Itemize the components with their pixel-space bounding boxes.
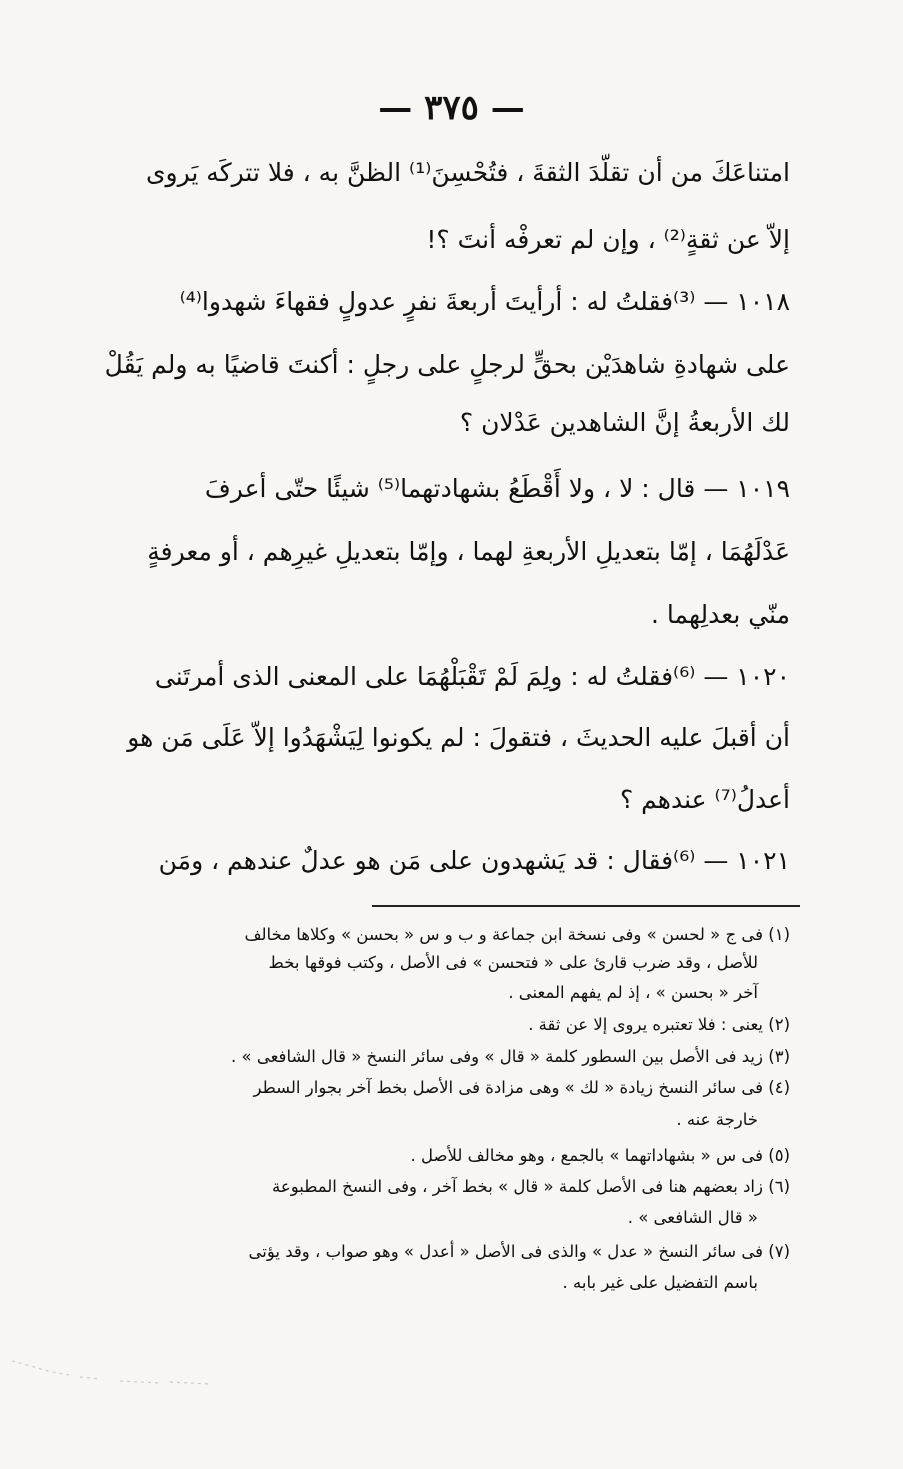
body-line: على شهادةِ شاهدَيْن بحقٍّ لرجلٍ على رجلٍ : أكنتَ قاضيًا به ولم يَقُلْ <box>104 350 790 379</box>
footnote-label: (٤) <box>768 1078 790 1097</box>
footnote-label: (٢) <box>768 1015 790 1034</box>
page-number: — ٣٧٥ — <box>378 88 525 128</box>
body-line: إلاّ عن ثقةٍ⁽²⁾ ، وإن لم تعرفْه أنتَ ؟! <box>426 225 790 254</box>
footnote-text: فى س « بشهاداتهما » بالجمع ، وهو مخالف للأصل . <box>410 1146 763 1165</box>
footnote-label: (٣) <box>768 1047 790 1066</box>
footnote-text: « قال الشافعى » . <box>627 1208 758 1227</box>
footnote-text: باسم التفضيل على غير بابه . <box>562 1273 758 1292</box>
footnote-divider <box>372 905 800 907</box>
footnote <box>130 925 790 944</box>
footnote-text: فى سائر النسخ زيادة « لك » وهى مزادة فى الأصل بخط آخر بجوار السطر <box>253 1078 763 1097</box>
footnote-text: يعنى : فلا تعتبره يروى إلا عن ثقة . <box>528 1015 763 1034</box>
footnote <box>130 1015 790 1034</box>
scan-smudge <box>10 1355 220 1385</box>
footnote-text: خارجة عنه . <box>676 1110 758 1129</box>
footnote <box>130 1242 790 1261</box>
footnote <box>130 1146 790 1165</box>
body-line: ١٠٢٠ — ⁽⁶⁾فقلتُ له : ولِمَ لَمْ تَقْبَلْهُمَا على المعنى الذى أمرتَنى <box>154 662 790 691</box>
footnote-text: فى سائر النسخ « عدل » والذى فى الأصل « أعدل » وهو صواب ، وقد يؤتى <box>248 1242 763 1261</box>
footnote-text: زيد فى الأصل بين السطور كلمة « قال » وفى سائر النسخ « قال الشافعى » . <box>231 1047 763 1066</box>
body-line: لك الأربعةُ إنَّ الشاهدين عَدْلان ؟ <box>459 408 790 437</box>
body-line: ١٠٢١ — ⁽⁶⁾فقال : قد يَشهدون على مَن هو عدلٌ عندهم ، ومَن <box>158 846 790 875</box>
body-line: منّي بعدلِهما . <box>651 600 790 629</box>
body-line: ١٠١٨ — ⁽³⁾فقلتُ له : أرأيتَ أربعةَ نفرٍ عدولٍ فقهاءَ شهدوا⁽⁴⁾ <box>179 287 790 316</box>
body-line: أن أقبلَ عليه الحديثَ ، فتقولَ : لم يكونوا لِيَشْهَدُوا إلاّ عَلَى مَن هو <box>127 723 790 752</box>
body-line: ١٠١٩ — قال : لا ، ولا أَقْطَعُ بشهادتهما⁽⁵⁾ شيئًا حتّى أعرفَ <box>204 474 790 503</box>
footnote-label: (٦) <box>768 1177 790 1196</box>
body-line: عَدْلَهُمَا ، إمّا بتعديلِ الأربعةِ لهما ، وإمّا بتعديلِ غيرِهم ، أو معرفةٍ <box>147 537 790 566</box>
footnote <box>130 1177 790 1196</box>
footnote-text: آخر « بحسن » ، إذ لم يفهم المعنى . <box>508 983 758 1002</box>
footnote <box>130 1047 790 1066</box>
body-line: امتناعَكَ من أن تقلّدَ الثقةَ ، فتُحْسِنَ⁽¹⁾ الظنَّ به ، فلا تتركَه يَروى <box>145 158 790 187</box>
footnote-label: (٥) <box>768 1146 790 1165</box>
footnote-label: (٧) <box>768 1242 790 1261</box>
footnote <box>130 1078 790 1097</box>
footnote-text: فى ج « لحسن » وفى نسخة ابن جماعة و ب و س « بحسن » وكلاها مخالف <box>244 925 763 944</box>
body-line: أعدلُ⁽⁷⁾ عندهم ؟ <box>619 785 790 814</box>
footnote-text: للأصل ، وقد ضرب قارئ على « فتحسن » فى الأصل ، وكتب فوقها بخط <box>268 953 758 972</box>
footnote-text: زاد بعضهم هنا فى الأصل كلمة « قال » بخط آخر ، وفى النسخ المطبوعة <box>272 1177 763 1196</box>
footnote-label: (١) <box>768 925 790 944</box>
